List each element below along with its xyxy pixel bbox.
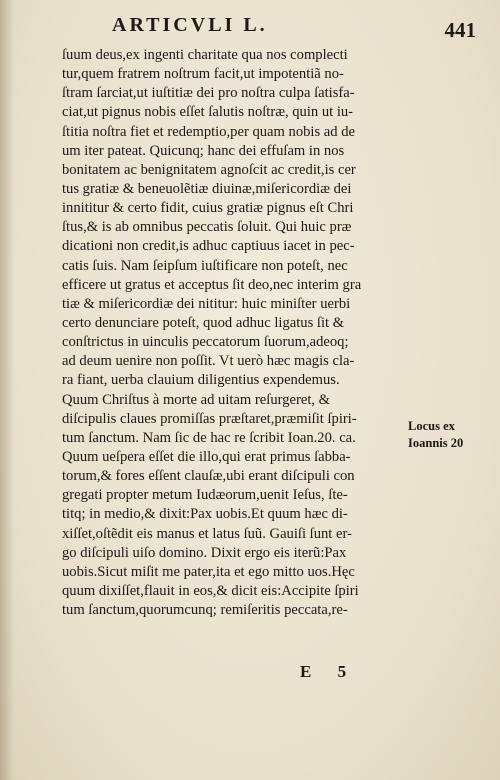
- text-line: ſtram ſarciat,ut iuſtitiæ dei pro noſtra culpa ſatisfa-: [62, 85, 355, 102]
- text-line: tus gratiæ & beneuolẽtiæ diuinæ,miſericordiæ dei: [62, 180, 352, 197]
- catchword: 5: [337, 662, 347, 681]
- page-header: [112, 14, 476, 42]
- text-line: xiſſet,oſtẽdit eis manus et latus ſuũ. Gauiſi ſunt er-: [62, 525, 352, 542]
- marginal-note-line: Locus ex: [408, 419, 455, 433]
- body-text: [62, 46, 402, 620]
- text-line: tum ſanctum. Nam ſic de hac re ſcribit Ioan.20. ca.: [62, 429, 356, 446]
- text-line: ad deum uenire non poſſit. Vt uerò hæc magis cla-: [62, 353, 355, 370]
- signature-mark: E: [300, 662, 312, 681]
- text-line: torum,& fores eſſent clauſæ,ubi erant diſcipuli con: [62, 468, 355, 485]
- text-line: tur,quem fratrem noſtrum facit,ut impotentiã no-: [62, 66, 344, 83]
- marginal-note-line: Ioannis 20: [408, 436, 464, 450]
- text-line: certo denunciare poteſt, quod adhuc ligatus ſit &: [62, 314, 345, 331]
- text-line: diſcipulis claues promiſſas præſtaret,præmiſit ſpiri-: [62, 410, 357, 427]
- text-line: tiæ & miſericordiæ dei nititur: huic miniſter uerbi: [62, 295, 351, 312]
- text-line: gregati propter metum Iudæorum,uenit Ieſus, ſte-: [62, 487, 348, 504]
- text-line: bonitatem ac benignitatem agnoſcit ac credit,is cer: [62, 161, 356, 178]
- text-line: catis ſuis. Nam ſeipſum iuſtificare non poteſt, nec: [62, 257, 348, 274]
- text-line: efficere ut gratus et acceptus ſit deo,nec interim gra: [62, 276, 362, 293]
- text-line: ſtus,& is ab omnibus peccatis ſoluit. Qui huic præ: [62, 219, 352, 236]
- text-line: ſtitia noſtra fiet et redemptio,per quam nobis ad de: [62, 123, 356, 140]
- text-line: uobis.Sicut miſit me pater,ita et ego mitto uos.Hęc: [62, 563, 355, 580]
- text-line: ſuum deus,ex ingenti charitate qua nos complecti: [62, 47, 348, 63]
- catchline: [300, 662, 380, 682]
- text-line: conſtrictus in uinculis peccatorum ſuorum,adeoq;: [62, 334, 349, 351]
- text-line: quum dixiſſet,flauit in eos,& dicit eis:Accipite ſpiri: [62, 582, 359, 599]
- text-line: tum ſanctum,quorumcunq; remiſeritis peccata,re-: [62, 602, 348, 619]
- gutter-shadow: [0, 0, 14, 780]
- text-line: um iter pateat. Quicunq; hanc dei effuſam in nos: [62, 142, 345, 159]
- text-line: titq; in medio,& dixit:Pax uobis.Et quum hæc di-: [62, 506, 348, 523]
- text-line: go diſcipuli uiſo domino. Dixit ergo eis iterũ:Pax: [62, 544, 347, 561]
- marginal-note: [408, 418, 492, 452]
- text-line: dicationi non credit,is adhuc captiuus iacet in pec-: [62, 238, 355, 255]
- text-line: Quum Chriſtus à morte ad uitam reſurgeret, &: [62, 391, 331, 408]
- running-head: ARTICVLI L.: [112, 14, 268, 36]
- text-line: Quum ueſpera eſſet die illo,qui erat primus ſabba-: [62, 448, 351, 465]
- text-line: innititur & certo fidit, cuius gratiæ pignus eſt Chri: [62, 200, 354, 217]
- page-number: 441: [444, 18, 476, 42]
- text-line: ra fiant, uerba clauium diligentius expendemus.: [62, 372, 340, 389]
- text-line: ciat,ut pignus nobis eſſet ſalutis noſtræ, quin ut iu-: [62, 104, 354, 121]
